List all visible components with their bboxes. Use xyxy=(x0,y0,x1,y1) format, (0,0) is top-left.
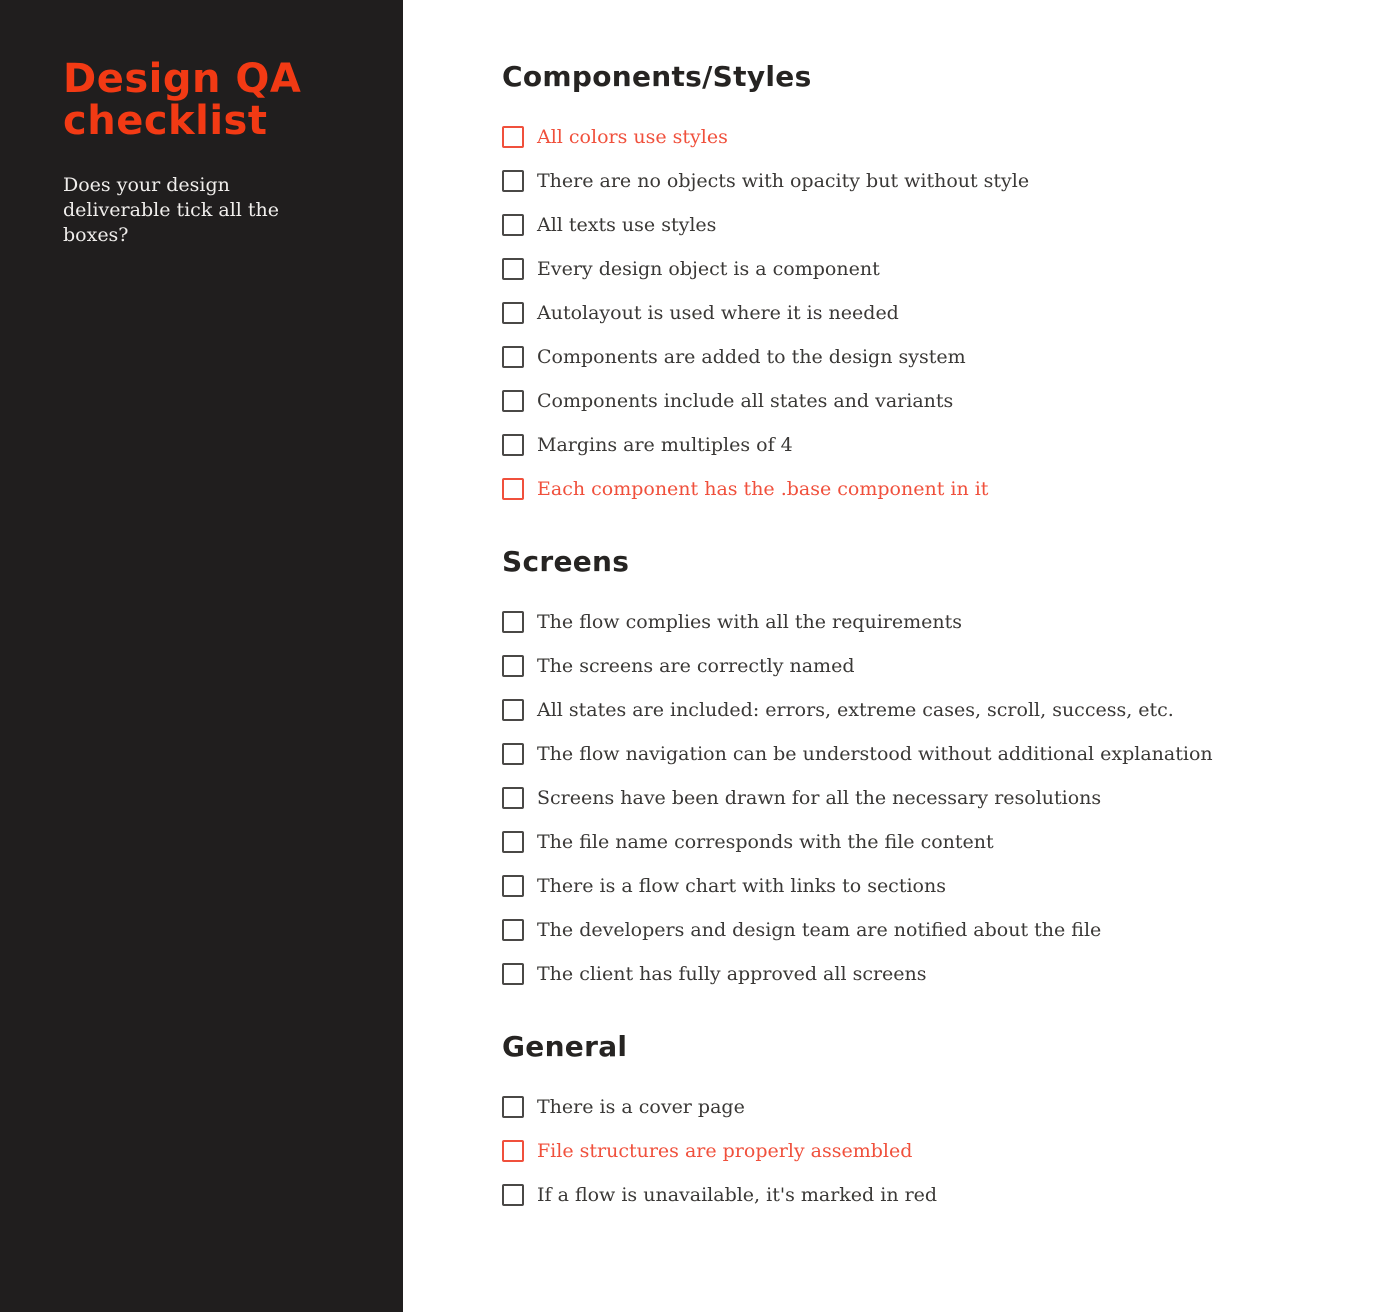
checklist-item-label: Every design object is a component xyxy=(537,258,880,280)
checkbox[interactable] xyxy=(502,919,524,941)
sidebar xyxy=(0,0,403,1312)
section-heading: Screens xyxy=(502,545,630,578)
checklist-item-label: The file name corresponds with the file content xyxy=(537,831,994,853)
checkbox[interactable] xyxy=(502,170,524,192)
checklist-item xyxy=(502,864,1360,908)
checklist-item xyxy=(502,291,1360,335)
checklist-item-label: File structures are properly assembled xyxy=(537,1140,913,1162)
checkbox[interactable] xyxy=(502,434,524,456)
checklist xyxy=(502,600,1360,996)
checkbox[interactable] xyxy=(502,258,524,280)
checklist-item-label: All texts use styles xyxy=(537,214,717,236)
checklist-item-label: If a flow is unavailable, it's marked in red xyxy=(537,1184,938,1206)
checklist xyxy=(502,1085,1360,1217)
checklist-content xyxy=(403,0,1400,1312)
checkbox[interactable] xyxy=(502,655,524,677)
checkbox[interactable] xyxy=(502,478,524,500)
checklist-item-label: The screens are correctly named xyxy=(537,655,855,677)
page-title xyxy=(63,58,348,142)
checklist-item xyxy=(502,732,1360,776)
checkbox[interactable] xyxy=(502,214,524,236)
checkbox[interactable] xyxy=(502,787,524,809)
checklist-item-label: Each component has the .base component in it xyxy=(537,478,989,500)
checklist-item xyxy=(502,688,1360,732)
checklist-item-label: All colors use styles xyxy=(537,126,728,148)
checkbox[interactable] xyxy=(502,126,524,148)
checklist-item xyxy=(502,423,1360,467)
checklist-item xyxy=(502,820,1360,864)
checkbox[interactable] xyxy=(502,963,524,985)
checklist-item-label: Components are added to the design system xyxy=(537,346,966,368)
checklist-item xyxy=(502,908,1360,952)
checklist-item-label: The client has fully approved all screens xyxy=(537,963,927,985)
checkbox[interactable] xyxy=(502,302,524,324)
section-general xyxy=(502,1030,1360,1217)
checklist-item xyxy=(502,203,1360,247)
checkbox[interactable] xyxy=(502,875,524,897)
page-title-line1: Design QA xyxy=(63,56,302,102)
checklist-item-label: There is a cover page xyxy=(537,1096,745,1118)
section-heading: Components/Styles xyxy=(502,60,812,93)
checkbox[interactable] xyxy=(502,346,524,368)
checklist-item xyxy=(502,115,1360,159)
checklist-item xyxy=(502,1173,1360,1217)
checklist-item xyxy=(502,1129,1360,1173)
checklist-item xyxy=(502,335,1360,379)
checklist-item-label: Autolayout is used where it is needed xyxy=(537,302,899,324)
checklist-item xyxy=(502,1085,1360,1129)
checkbox[interactable] xyxy=(502,1184,524,1206)
section-components-styles xyxy=(502,60,1360,511)
checkbox[interactable] xyxy=(502,743,524,765)
page-subtitle: Does your design deliverable tick all the boxes? xyxy=(63,174,280,246)
checklist-item-label: The flow complies with all the requirements xyxy=(537,611,962,633)
checklist-item-label: Margins are multiples of 4 xyxy=(537,434,793,456)
section-heading: General xyxy=(502,1030,628,1063)
checkbox[interactable] xyxy=(502,390,524,412)
checklist-item xyxy=(502,379,1360,423)
page-title-line2: checklist xyxy=(63,98,268,144)
checklist-item xyxy=(502,776,1360,820)
checklist-item-label: There are no objects with opacity but without style xyxy=(537,170,1030,192)
section-screens xyxy=(502,545,1360,996)
checkbox[interactable] xyxy=(502,831,524,853)
checklist-item-label: All states are included: errors, extreme cases, scroll, success, etc. xyxy=(537,699,1174,721)
checklist-item-label: The flow navigation can be understood without additional explanation xyxy=(537,743,1213,765)
checklist-item-label: The developers and design team are notified about the file xyxy=(537,919,1102,941)
checkbox[interactable] xyxy=(502,1140,524,1162)
checklist-item xyxy=(502,159,1360,203)
checklist-item xyxy=(502,467,1360,511)
checklist-item-label: Components include all states and variants xyxy=(537,390,954,412)
checklist-item xyxy=(502,644,1360,688)
checklist-item-label: Screens have been drawn for all the necessary resolutions xyxy=(537,787,1102,809)
checkbox[interactable] xyxy=(502,699,524,721)
checklist xyxy=(502,115,1360,511)
checklist-item xyxy=(502,952,1360,996)
checklist-item xyxy=(502,600,1360,644)
checklist-item-label: There is a flow chart with links to sections xyxy=(537,875,946,897)
checklist-item xyxy=(502,247,1360,291)
checkbox[interactable] xyxy=(502,611,524,633)
checkbox[interactable] xyxy=(502,1096,524,1118)
